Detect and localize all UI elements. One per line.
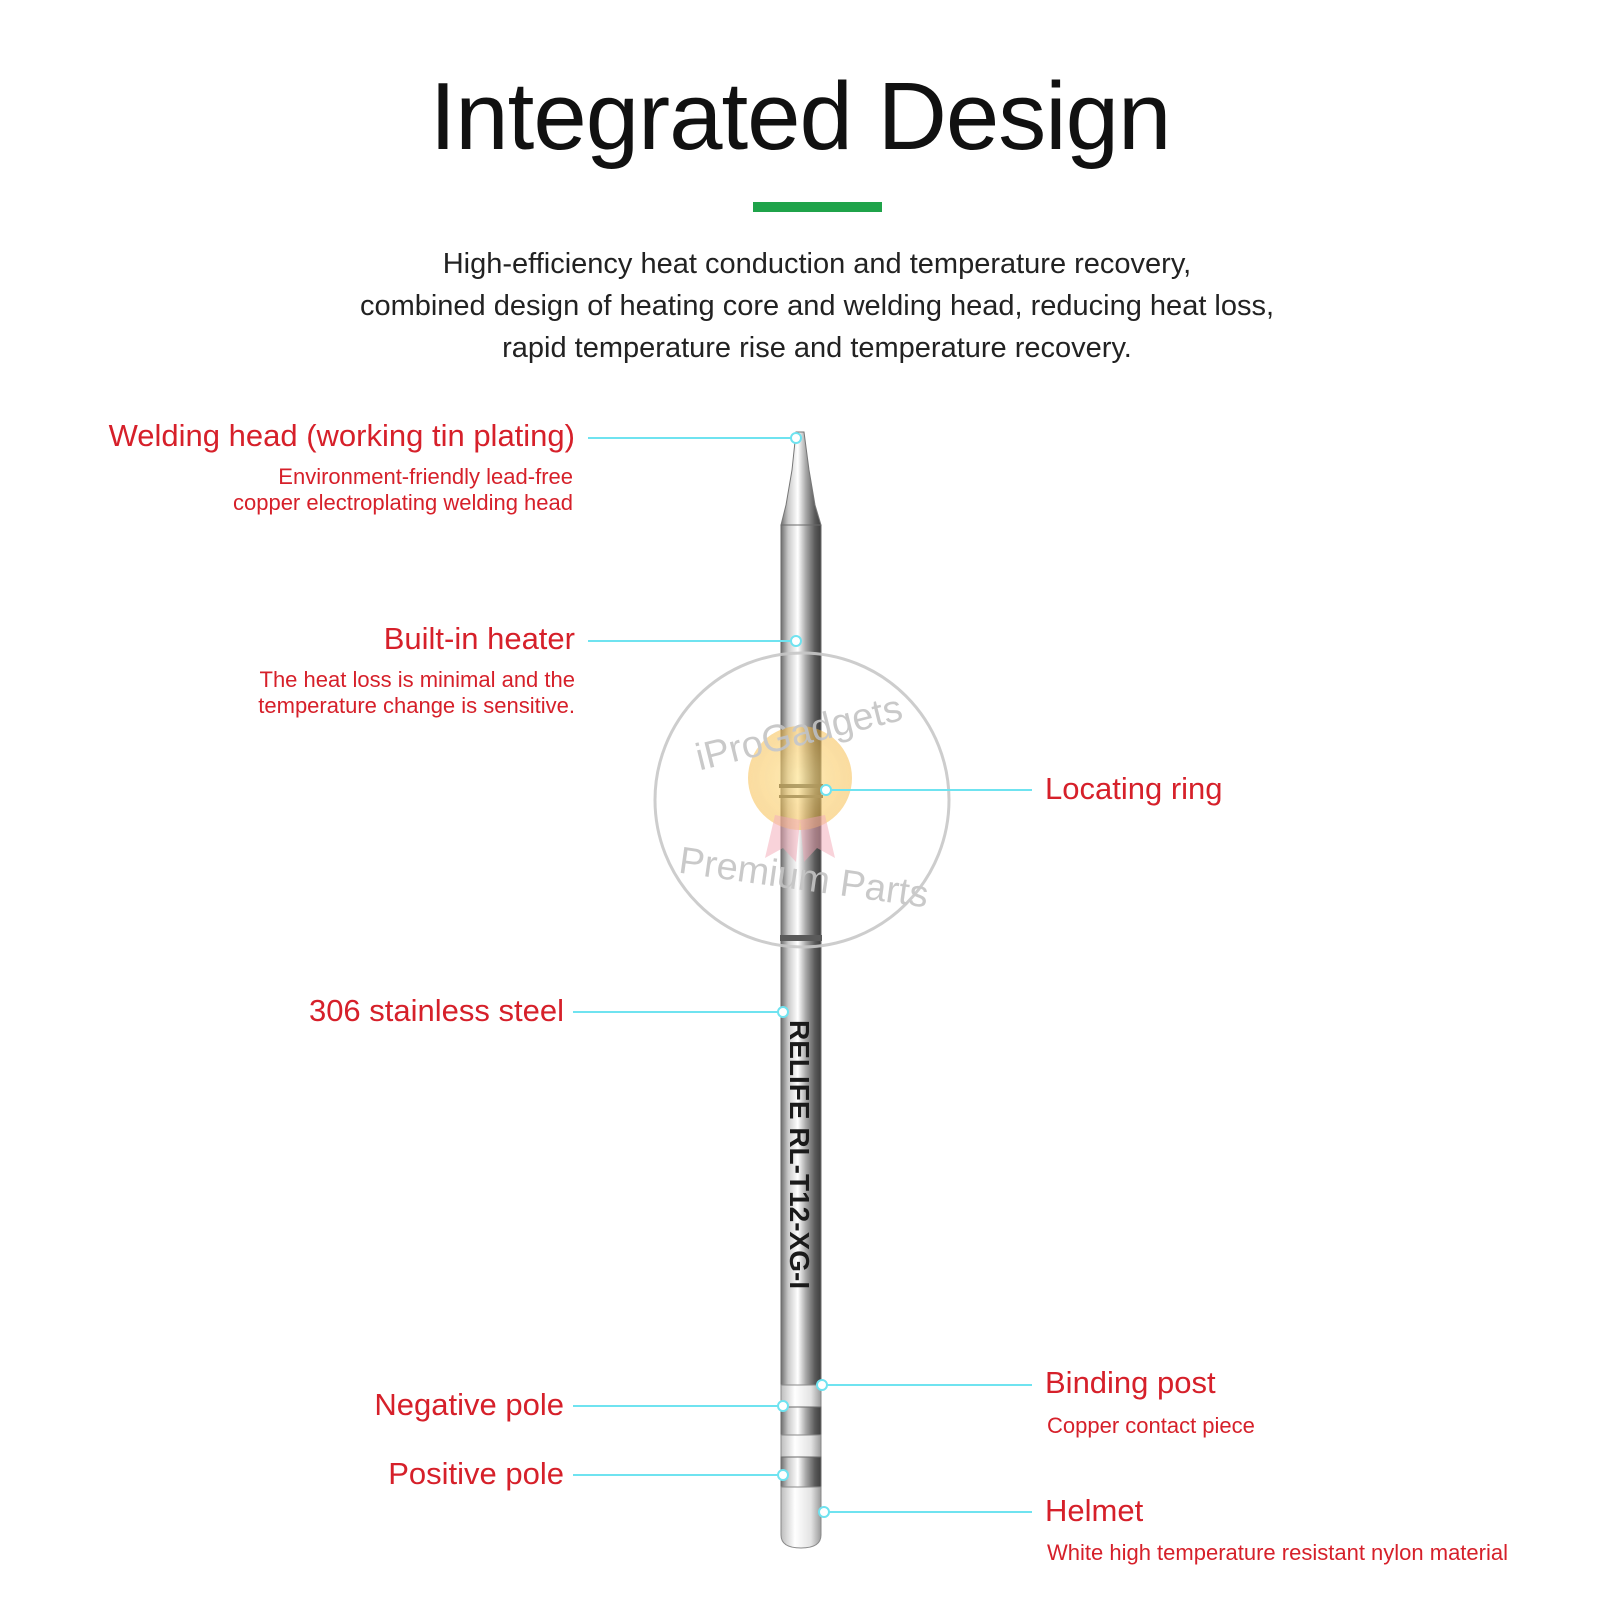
callout-negative-pole-label: Negative pole — [374, 1387, 564, 1422]
helmet-cap — [781, 1487, 821, 1548]
callout-binding-post-label: Binding post — [1045, 1365, 1216, 1400]
leader-dot — [778, 1401, 788, 1411]
callout-helmet-label: Helmet — [1045, 1493, 1144, 1528]
callout-welding-head-label: Welding head (working tin plating) — [108, 418, 575, 453]
negative-pole-contact — [781, 1407, 821, 1435]
callout-built-in-heater-label: Built-in heater — [383, 621, 575, 656]
leader-dot — [778, 1007, 788, 1017]
callout-built-in-heater-desc: The heat loss is minimal and the — [259, 667, 575, 692]
intro-line: combined design of heating core and welding head, reducing heat loss, — [359, 290, 1275, 322]
callout-binding-post-desc: Copper contact piece — [1047, 1413, 1255, 1438]
callout-locating-ring-label: Locating ring — [1045, 771, 1223, 806]
shaft-band — [780, 935, 822, 941]
watermark-bottom-text: Premium Parts — [676, 839, 932, 917]
callout-stainless-steel-label: 306 stainless steel — [308, 993, 564, 1028]
leader-dot — [791, 636, 801, 646]
callout-welding-head-desc: Environment-friendly lead-free — [278, 464, 573, 489]
leader-dot — [778, 1470, 788, 1480]
pole-insulator — [781, 1435, 821, 1457]
callout-positive-pole-label: Positive pole — [388, 1456, 564, 1491]
callout-welding-head-desc: copper electroplating welding head — [232, 490, 573, 515]
tip-engraving: RELIFE RL-T12-XG-I — [784, 1020, 815, 1290]
welding-tip-needle — [781, 432, 821, 525]
callout-helmet-desc: White high temperature resistant nylon material — [1047, 1540, 1508, 1565]
leader-dot — [817, 1380, 827, 1390]
page-title: Integrated Design — [429, 63, 1171, 170]
soldering-tip — [779, 432, 823, 1548]
leader-dot — [819, 1507, 829, 1517]
leader-dot — [791, 433, 801, 443]
leader-dot — [821, 785, 831, 795]
intro-line: rapid temperature rise and temperature recovery. — [502, 332, 1132, 364]
callout-built-in-heater-desc: temperature change is sensitive. — [258, 693, 575, 718]
watermark-top-text: iProGadgets — [691, 687, 907, 780]
intro-line: High-efficiency heat conduction and temperature recovery, — [442, 248, 1192, 280]
